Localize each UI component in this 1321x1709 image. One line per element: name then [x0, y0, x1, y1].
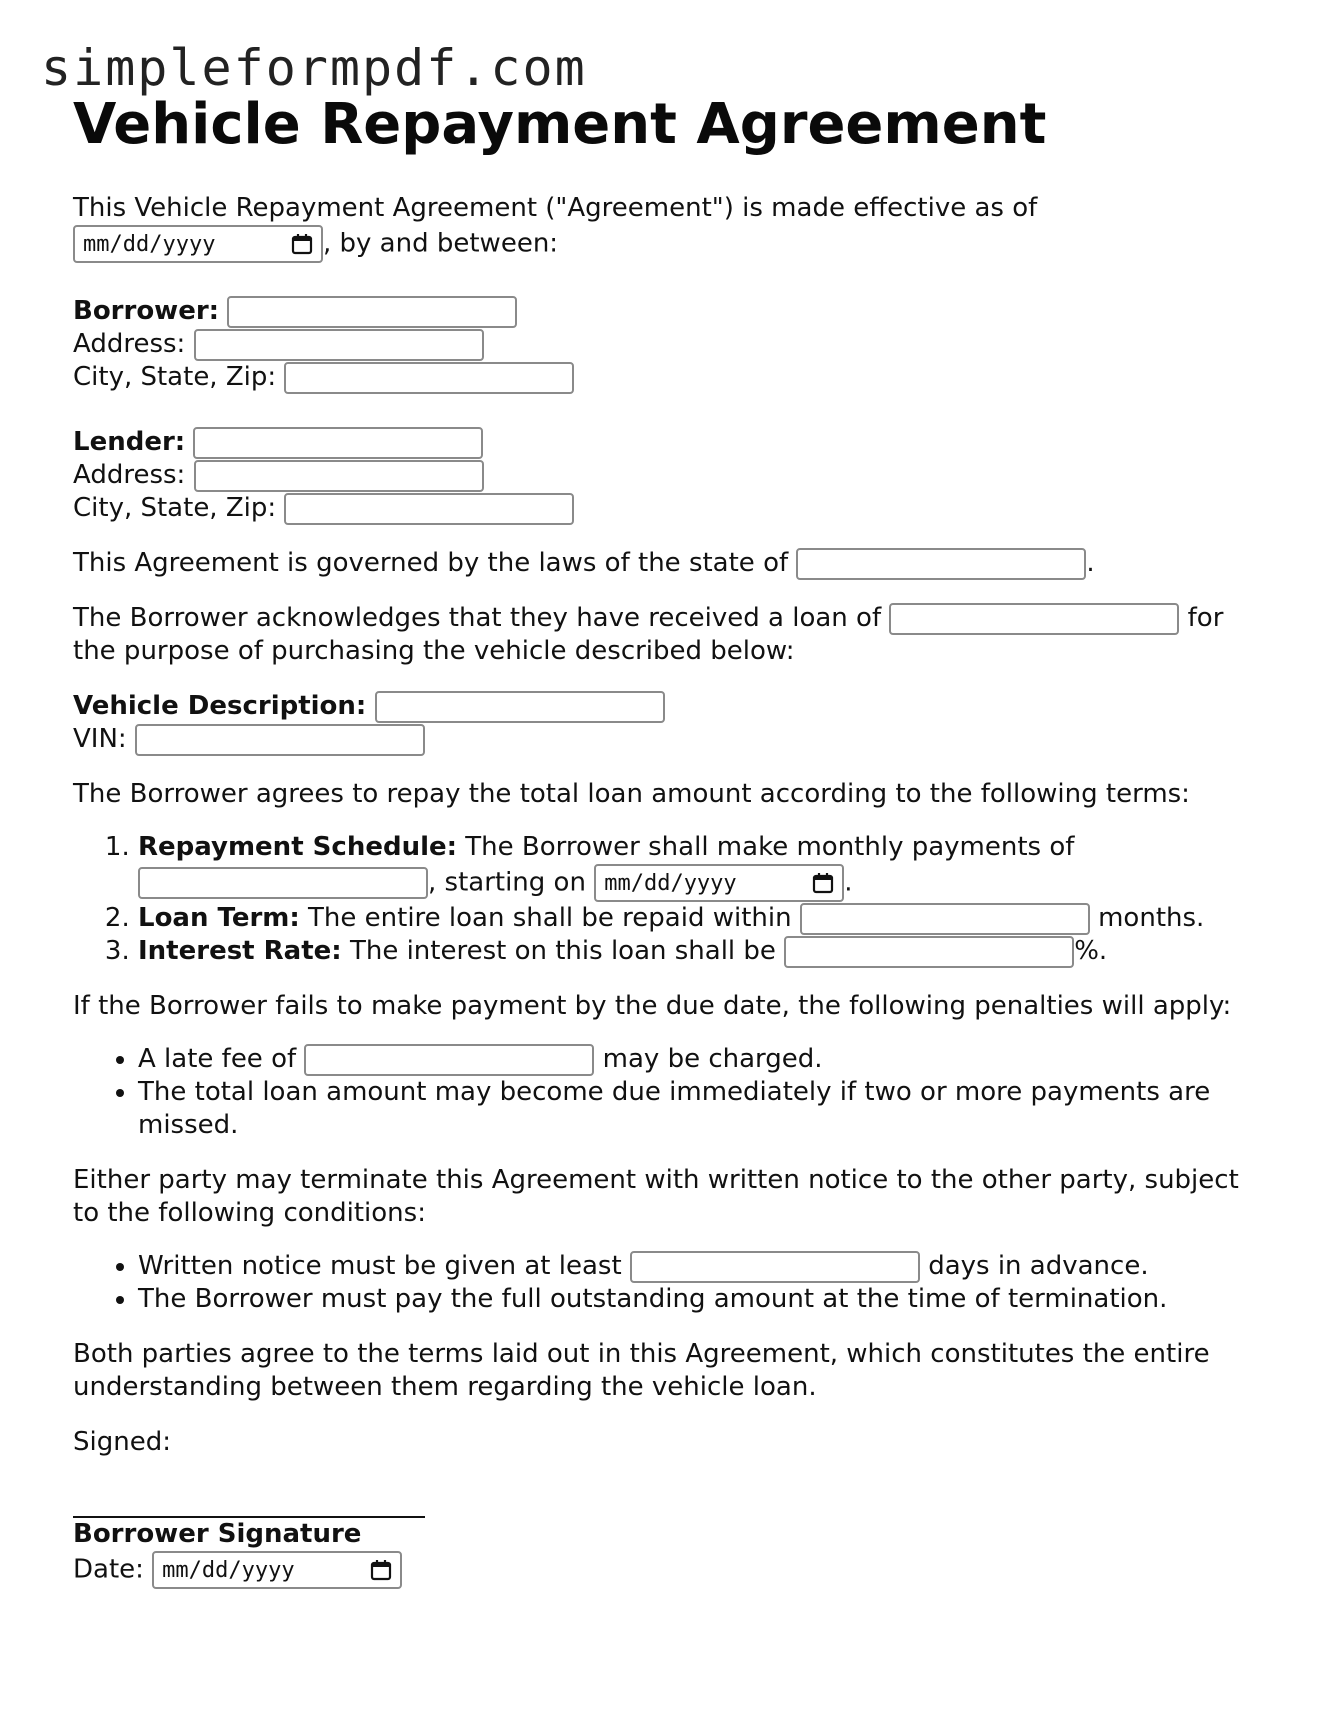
list-item: [138, 831, 1253, 902]
governing-law-paragraph: [73, 547, 1253, 580]
calendar-icon[interactable]: [370, 1559, 392, 1581]
interest-rate-text: The interest on this loan shall be: [349, 936, 776, 966]
loan-term-label: Loan Term:: [138, 903, 300, 933]
lender-city-field[interactable]: [284, 493, 574, 525]
list-item: [138, 1043, 1253, 1076]
list-item: [138, 902, 1253, 935]
list-item: • The total loan amount may become due immediately if two or more payments are missed.: [138, 1076, 1253, 1142]
governing-state-field[interactable]: [796, 548, 1086, 580]
late-fee-suffix: may be charged.: [602, 1044, 823, 1074]
signature-date-input[interactable]: [152, 1551, 402, 1589]
notice-days-field[interactable]: [630, 1251, 920, 1283]
list-item: [138, 935, 1253, 968]
vin-label: VIN:: [73, 724, 127, 754]
closing-paragraph: Both parties agree to the terms laid out in this Agreement, which constitutes the entire understanding between them regarding the vehicle loan.: [73, 1339, 1210, 1402]
borrower-label: Borrower:: [73, 296, 220, 326]
lender-address-field[interactable]: [194, 460, 484, 492]
penalties-list: [73, 1043, 1253, 1142]
effective-date-input[interactable]: [73, 225, 323, 263]
intro-paragraph: [73, 192, 1253, 263]
watermark: simpleformpdf.com: [41, 39, 587, 97]
loan-paragraph: [73, 602, 1253, 668]
loan-suffix: for the purpose of purchasing the vehicle described below:: [73, 603, 1224, 666]
penalties-intro: If the Borrower fails to make payment by the due date, the following penalties will apply:: [73, 991, 1232, 1021]
governing-suffix: .: [1086, 548, 1095, 578]
lender-label: Lender:: [73, 427, 186, 457]
borrower-city-field[interactable]: [284, 362, 574, 394]
termination-list: [73, 1250, 1253, 1316]
borrower-section: [73, 295, 1253, 394]
list-item: • The Borrower must pay the full outstanding amount at the time of termination.: [138, 1283, 1253, 1316]
intro-suffix: , by and between:: [323, 228, 559, 259]
lender-section: [73, 426, 1253, 525]
borrower-signature-label: Borrower Signature: [73, 1519, 362, 1549]
signature-date-placeholder: mm/dd/yyyy: [162, 1557, 295, 1583]
lender-address-label: Address:: [73, 460, 186, 490]
page-title: Vehicle Repayment Agreement: [73, 92, 1047, 157]
vehicle-description-label: Vehicle Description:: [73, 691, 367, 721]
loan-term-field[interactable]: [800, 903, 1090, 935]
loan-term-text: The entire loan shall be repaid within: [308, 903, 792, 933]
termination-intro: Either party may terminate this Agreement with written notice to the other party, subject to the following conditions:: [73, 1165, 1239, 1228]
interest-rate-field[interactable]: [784, 936, 1074, 968]
payment-start-date-input[interactable]: [594, 864, 844, 902]
terms-intro: The Borrower agrees to repay the total loan amount according to the following terms:: [73, 779, 1190, 809]
interest-rate-label: Interest Rate:: [138, 936, 342, 966]
signature-date-label: Date:: [73, 1554, 144, 1585]
repayment-schedule-end: .: [844, 867, 853, 898]
signed-label: Signed:: [73, 1427, 171, 1457]
agreement-document: [73, 90, 1253, 1589]
borrower-city-label: City, State, Zip:: [73, 362, 277, 392]
repayment-schedule-mid: , starting on: [428, 867, 586, 898]
loan-amount-field[interactable]: [889, 603, 1179, 635]
terms-list: [73, 831, 1253, 968]
late-fee-prefix: A late fee of: [138, 1044, 297, 1074]
vehicle-description-field[interactable]: [375, 691, 665, 723]
notice-prefix: Written notice must be given at least: [138, 1251, 622, 1281]
vehicle-section: [73, 690, 1253, 756]
governing-text: This Agreement is governed by the laws of the state of: [73, 548, 789, 578]
repayment-schedule-text: The Borrower shall make monthly payments of: [465, 832, 1075, 862]
borrower-name-field[interactable]: [227, 296, 517, 328]
lender-name-field[interactable]: [193, 427, 483, 459]
borrower-address-label: Address:: [73, 329, 186, 359]
list-item: [138, 1250, 1253, 1283]
notice-suffix: days in advance.: [928, 1251, 1149, 1281]
loan-text: The Borrower acknowledges that they have received a loan of: [73, 603, 882, 633]
effective-date-placeholder: mm/dd/yyyy: [83, 231, 216, 257]
borrower-address-field[interactable]: [194, 329, 484, 361]
calendar-icon[interactable]: [812, 872, 834, 894]
intro-text: This Vehicle Repayment Agreement ("Agreement") is made effective as of: [73, 193, 1038, 223]
repayment-schedule-label: Repayment Schedule:: [138, 832, 458, 862]
lender-city-label: City, State, Zip:: [73, 493, 277, 523]
loan-term-suffix: months.: [1098, 903, 1205, 933]
calendar-icon[interactable]: [291, 233, 313, 255]
monthly-payment-field[interactable]: [138, 867, 428, 899]
interest-rate-suffix: %.: [1074, 936, 1108, 966]
late-fee-field[interactable]: [304, 1044, 594, 1076]
vin-field[interactable]: [135, 724, 425, 756]
payment-start-date-placeholder: mm/dd/yyyy: [604, 870, 737, 896]
